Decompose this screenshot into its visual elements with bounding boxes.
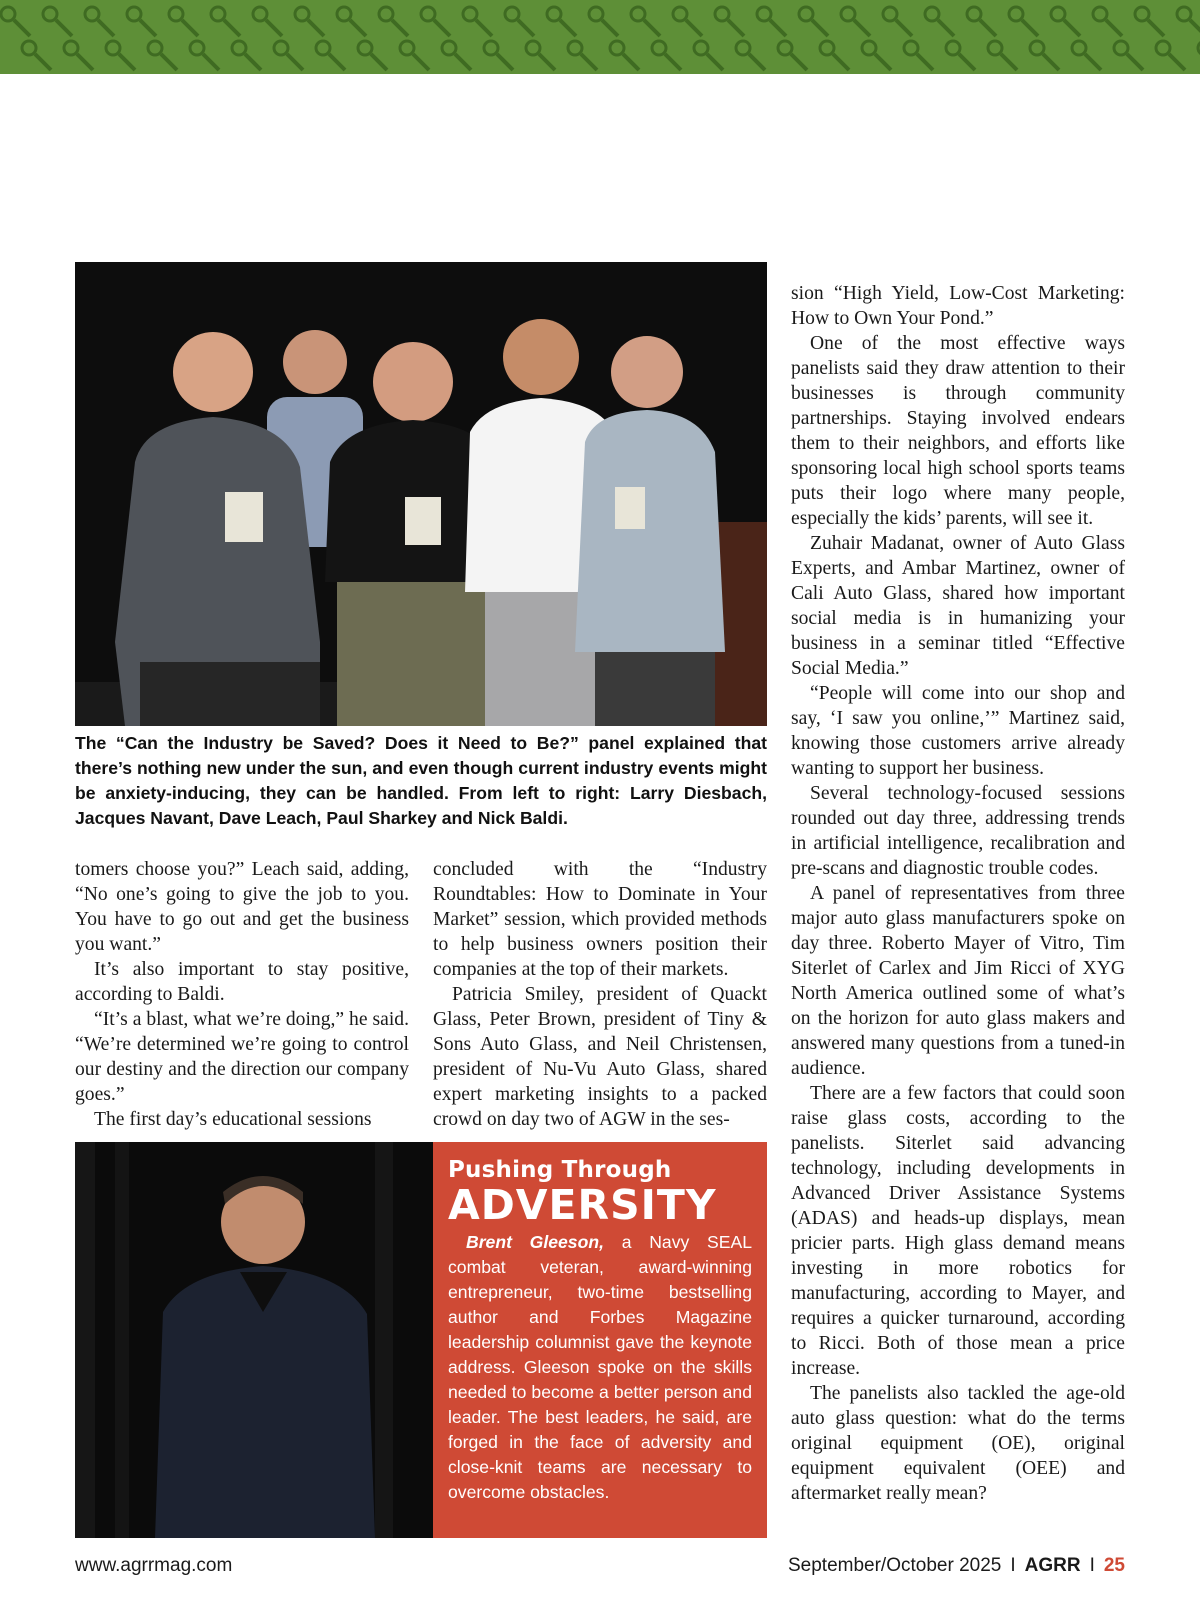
paragraph: Patricia Smiley, president of Quackt Glass, Peter Brown, president of Tiny & Sons Auto Glass, and Neil Christensen, president of Nu-Vu Auto Glass, shared expert marketing insights to a packed crowd on day two of AGW in the ses- [433, 984, 767, 1130]
top-pattern-banner [0, 0, 1200, 74]
paragraph: “People will come into our shop and say, ‘I saw you online,’” Martinez said, knowing those customers arrive already wanting to support her business. [791, 683, 1125, 779]
pattern-icon [0, 0, 1200, 74]
sidebar-body-text: a Navy SEAL combat veteran, award-winning entrepreneur, two-time bestselling author and Forbes Magazine leadership columnist gave the keynote address. Gleeson spoke on the skills needed to become a better person and leader. The best leaders, he said, are forged in the face of adversity and close-knit teams are necessary to overcome obstacles. [448, 1232, 752, 1502]
article-column-right [791, 281, 1125, 1506]
paragraph: Zuhair Madanat, owner of Auto Glass Experts, and Ambar Martinez, owner of Cali Auto Glass, shared how important social media is in humanizing your business in a seminar titled “Effective Social Media.” [791, 533, 1125, 679]
paragraph: The first day’s educational sessions [94, 1109, 372, 1130]
paragraph: “It’s a blast, what we’re doing,” he said. “We’re determined we’re going to control our destiny and the direction our company goes.” [75, 1009, 409, 1105]
footer-brand: AGRR [1024, 1555, 1081, 1576]
sidebar-title: ADVERSITY [448, 1181, 717, 1229]
paragraph: A panel of representatives from three major auto glass manufacturers spoke on day three. Roberto Mayer of Vitro, Tim Siterlet of Carlex and Jim Ricci of XYG North America outlined some of what’s on the horizon for auto glass makers and answered many questions from a tuned-in audience. [791, 883, 1125, 1079]
paragraph: Several technology-focused sessions rounded out day three, addressing trends in artificial intelligence, recalibration and pre-scans and diagnostic trouble codes. [791, 783, 1125, 879]
paragraph: There are a few factors that could soon raise glass costs, according to the panelists. Siterlet said advancing technology, including developments in Advanced Driver Assistance Systems (ADAS) and heads-up displays, mean pricier parts. High glass demand means investing in more robotics for manufacturing, according to Mayer, and requires a quicker turnaround, according to Ricci. Both of those mean a price increase. [791, 1083, 1125, 1379]
footer-separator: I [1089, 1555, 1095, 1576]
paragraph: sion “High Yield, Low-Cost Marketing: How to Own Your Pond.” [791, 283, 1125, 329]
footer-separator: I [1010, 1555, 1016, 1576]
sidebar-lead-name: Brent Gleeson, [466, 1232, 604, 1252]
sidebar-box [433, 1142, 767, 1538]
footer-url: www.agrrmag.com [75, 1555, 233, 1576]
article-column-left [75, 857, 409, 1132]
page-number: 25 [1103, 1555, 1125, 1576]
panel-group-photo [75, 262, 767, 726]
keynote-speaker-photo [75, 1142, 433, 1538]
paragraph: One of the most effective ways panelists said they draw attention to their businesses is through community partnerships. Staying involved endears them to their neighbors, and efforts like sponsoring local high school sports teams puts their logo where many people, especially the kids’ parents, will see it. [791, 333, 1125, 529]
footer-issue-info [788, 1555, 1125, 1577]
paragraph: The panelists also tackled the age-old auto glass question: what do the terms original equipment (OE), original equipment equivalent (OEE) and aftermarket really mean? [791, 1383, 1125, 1504]
article-column-middle [433, 857, 767, 1132]
paragraph: tomers choose you?” Leach said, adding, “No one’s going to give the job to you. You have to go out and get the business you want.” [75, 859, 409, 955]
footer-issue: September/October 2025 [787, 1555, 1002, 1576]
photo-caption: The “Can the Industry be Saved? Does it Need to Be?” panel explained that there’s nothing new under the sun, and even though current industry events might be anxiety-inducing, they can be handled. From left to right: Larry Diesbach, Jacques Navant, Dave Leach, Paul Sharkey and Nick Baldi. [75, 733, 767, 828]
sidebar-body [448, 1230, 752, 1505]
sidebar-kicker: Pushing Through [448, 1157, 672, 1183]
paragraph: It’s also important to stay positive, according to Baldi. [75, 959, 409, 1005]
paragraph: concluded with the “Industry Roundtables: How to Dominate in Your Market” session, which provided methods to help business owners position their companies at the top of their markets. [433, 859, 767, 980]
